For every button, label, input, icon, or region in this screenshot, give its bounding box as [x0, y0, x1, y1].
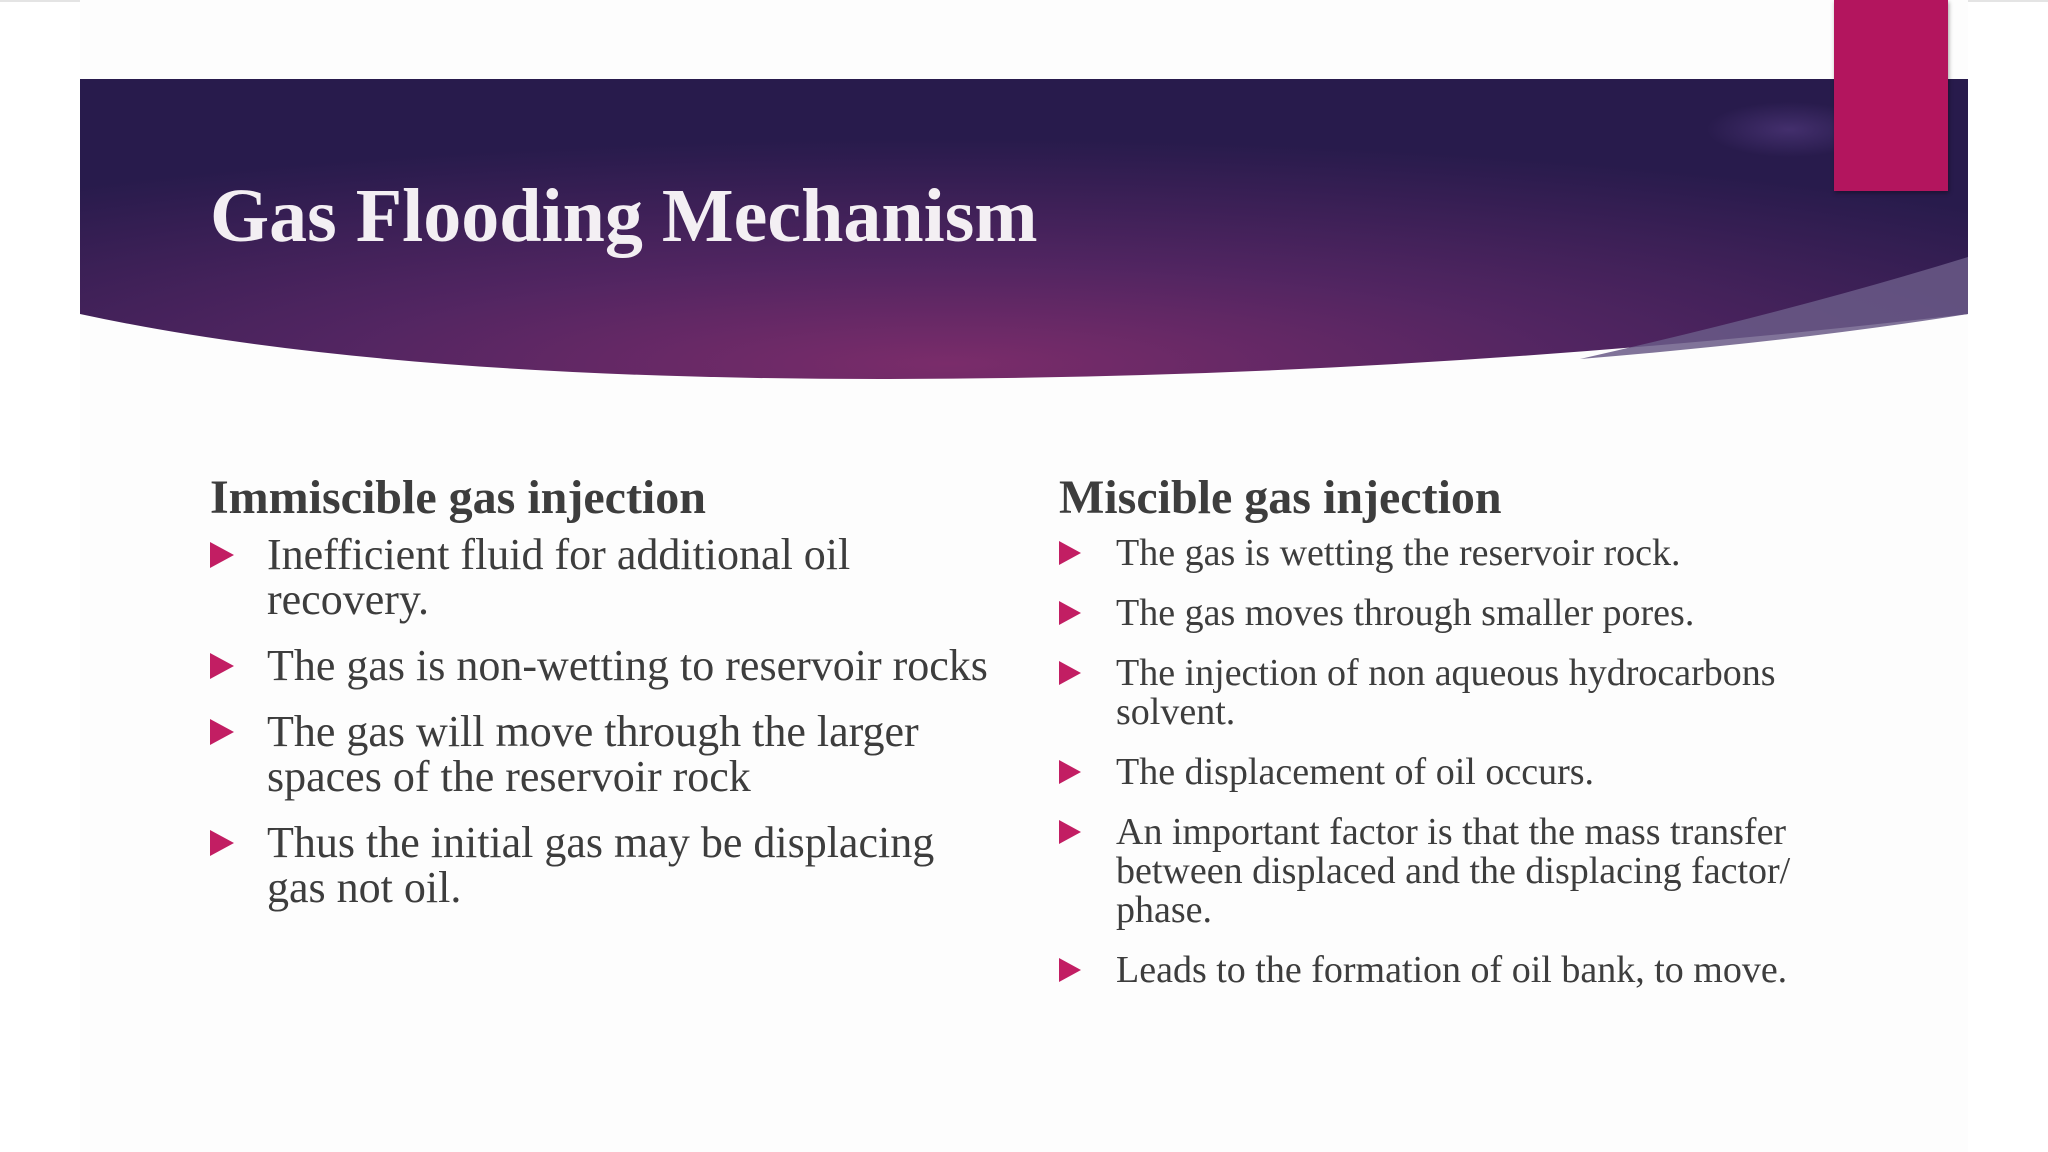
- list-item: [210, 532, 990, 622]
- list-item: [1059, 753, 1879, 792]
- immiscible-column: [210, 470, 990, 931]
- immiscible-heading: Immiscible gas injection: [210, 471, 706, 524]
- bullet-text: Inefficient fluid for additional oil recovery.: [267, 530, 851, 624]
- bullet-arrow-icon: [1059, 661, 1081, 685]
- list-item: [210, 820, 990, 910]
- bullet-text: The displacement of oil occurs.: [1116, 751, 1595, 793]
- bullet-arrow-icon: [210, 830, 234, 856]
- accent-tab: [1834, 0, 1948, 191]
- miscible-column: [1059, 470, 1879, 1011]
- bullet-arrow-icon: [210, 719, 234, 745]
- bullet-arrow-icon: [210, 653, 234, 679]
- bullet-text: The gas will move through the larger spaces of the reservoir rock: [267, 707, 919, 801]
- bullet-arrow-icon: [1059, 958, 1081, 982]
- bullet-arrow-icon: [1059, 541, 1081, 565]
- bullet-text: The injection of non aqueous hydrocarbons solvent.: [1116, 652, 1776, 733]
- list-item: [1059, 594, 1879, 633]
- list-item: [1059, 654, 1879, 732]
- list-item: [1059, 951, 1879, 990]
- slide: [80, 0, 1968, 1152]
- slide-title: Gas Flooding Mechanism: [210, 174, 1038, 258]
- bullet-text: The gas moves through smaller pores.: [1116, 592, 1695, 634]
- miscible-bullet-list: [1059, 534, 1879, 990]
- miscible-heading: Miscible gas injection: [1059, 471, 1502, 524]
- bullet-arrow-icon: [1059, 601, 1081, 625]
- bullet-arrow-icon: [1059, 820, 1081, 844]
- list-item: [210, 709, 990, 799]
- bullet-text: An important factor is that the mass transfer between displaced and the displacing factor/ phase.: [1116, 811, 1791, 931]
- list-item: [210, 643, 990, 688]
- bullet-arrow-icon: [210, 542, 234, 568]
- bullet-text: Leads to the formation of oil bank, to move.: [1116, 949, 1788, 991]
- bullet-text: Thus the initial gas may be displacing gas not oil.: [267, 818, 935, 912]
- list-item: [1059, 813, 1879, 930]
- list-item: [1059, 534, 1879, 573]
- immiscible-bullet-list: [210, 532, 990, 910]
- bullet-text: The gas is non-wetting to reservoir rocks: [267, 641, 988, 690]
- bullet-text: The gas is wetting the reservoir rock.: [1116, 532, 1681, 574]
- bullet-arrow-icon: [1059, 760, 1081, 784]
